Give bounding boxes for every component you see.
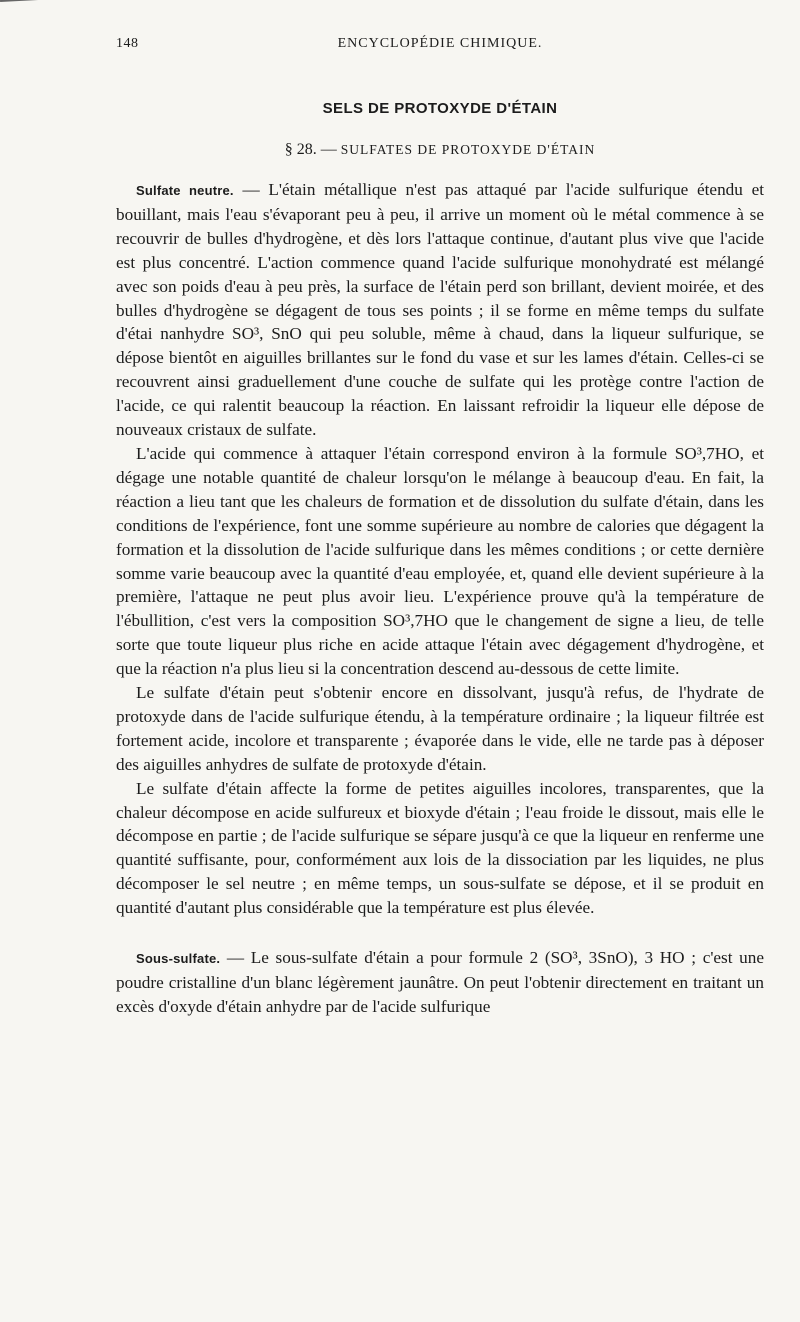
- running-title: ENCYCLOPÉDIE CHIMIQUE.: [337, 36, 543, 51]
- subsection-title: SULFATES DE PROTOXYDE D'ÉTAIN: [340, 142, 596, 157]
- paragraph-text: L'acide qui commence à attaquer l'étain correspond environ à la formule SO³,7HO, et dégage une notable quantité de chaleur lorsqu'on le mélange à beaucoup d'eau. En fait, la réaction a lieu tant que les chaleurs de formation et de dissolution du sulfate d'étain, dans les conditions de l'expérience, font une somme supérieure au nombre de calories que dégagent la formation et la dissolution de l'acide sulfurique dans les mêmes conditions ; or cette dernière somme varie beaucoup avec la quantité d'eau employée, et, quand elle devient supérieure à la première, l'attaque ne peut plus avoir lieu. L'expérience prouve qu'à la température de l'ébullition, c'est vers la composition SO³,7HO que le changement de signe a lieu, de telle sorte que toute liqueur plus riche en acide attaque l'étain avec dégagement d'hydrogène, et que la réaction n'a plus lieu si la concentration descend au-dessous de cette limite.: [116, 443, 764, 679]
- paragraph-text: — Le sous-sulfate d'étain a pour formule 2 (SO³, 3SnO), 3 HO ; c'est une poudre cristalline d'un blanc légèrement jaunâtre. On peut l'obtenir directement en traitant un excès d'oxyde d'étain anhydre par de l'acide sulfurique: [116, 948, 764, 1016]
- paragraph-heading: Sulfate neutre.: [136, 183, 234, 198]
- paragraph: [116, 442, 764, 681]
- scan-edge-mark: [0, 0, 71, 16]
- subsection-number: § 28. —: [284, 141, 337, 158]
- page-number: 148: [116, 36, 139, 51]
- running-header: [116, 36, 764, 56]
- section-gap: [116, 920, 764, 946]
- body-text: [116, 178, 764, 1019]
- subsection-heading: [116, 141, 764, 159]
- paragraph-sulfate-neutre: [116, 178, 764, 442]
- paragraph-heading: Sous-sulfate.: [136, 951, 221, 967]
- paragraph-text: Le sulfate d'étain peut s'obtenir encore en dissolvant, jusqu'à refus, de l'hydrate de protoxyde dans de l'acide sulfurique étendu, à la température ordinaire ; la liqueur filtrée est fortement acide, incolore et transparente ; évaporée dans le vide, elle ne tarde pas à déposer des aiguilles anhydres de sulfate de protoxyde d'étain.: [116, 683, 764, 774]
- paragraph-text: — L'étain métallique n'est pas attaqué par l'acide sulfurique étendu et bouillant, mais l'eau s'évaporant peu à peu, il arrive un moment où le métal commence à se recouvrir de bulles d'hydrogène, et dès lors l'attaque continue, d'autant plus vive que l'acide est plus concentré. L'action commence quand l'acide sulfurique monohydraté est mélangé avec son poids d'eau à peu près, la surface de l'étain perd son brillant, devient moirée, et des bulles d'hydrogène se dégagent de tous ses points ; il se forme en même temps du sulfate d'étai nanhydre SO³, SnO qui peu soluble, même à chaud, dans la liqueur sulfurique, se dépose bientôt en aiguilles brillantes sur le fond du vase et sur les lames d'étain. Celles-ci se recouvrent ainsi graduellement d'une couche de sulfate qui les protège contre l'action de l'acide, ce qui ralentit beaucoup la réaction. En laissant refroidir la liqueur elle dépose de nouveaux cristaux de sulfate.: [116, 180, 764, 440]
- paragraph: [116, 681, 764, 777]
- section-title: SELS DE PROTOXYDE D'ÉTAIN: [322, 100, 558, 117]
- paragraph-sous-sulfate: [116, 946, 764, 1019]
- paragraph-text: Le sulfate d'étain affecte la forme de petites aiguilles incolores, transparentes, que la chaleur décompose en acide sulfureux et bioxyde d'étain ; l'eau froide le dissout, mais elle le décompose en partie ; de l'acide sulfurique se sépare jusqu'à ce que la liqueur en renferme une quantité suffisante, pour, conformément aux lois de la dissociation par les liquides, ne plus décomposer le sel neutre ; en même temps, un sous-sulfate se dépose, et il se produit en quantité d'autant plus considérable que la température est plus élevée.: [116, 778, 764, 918]
- paragraph: [116, 777, 764, 920]
